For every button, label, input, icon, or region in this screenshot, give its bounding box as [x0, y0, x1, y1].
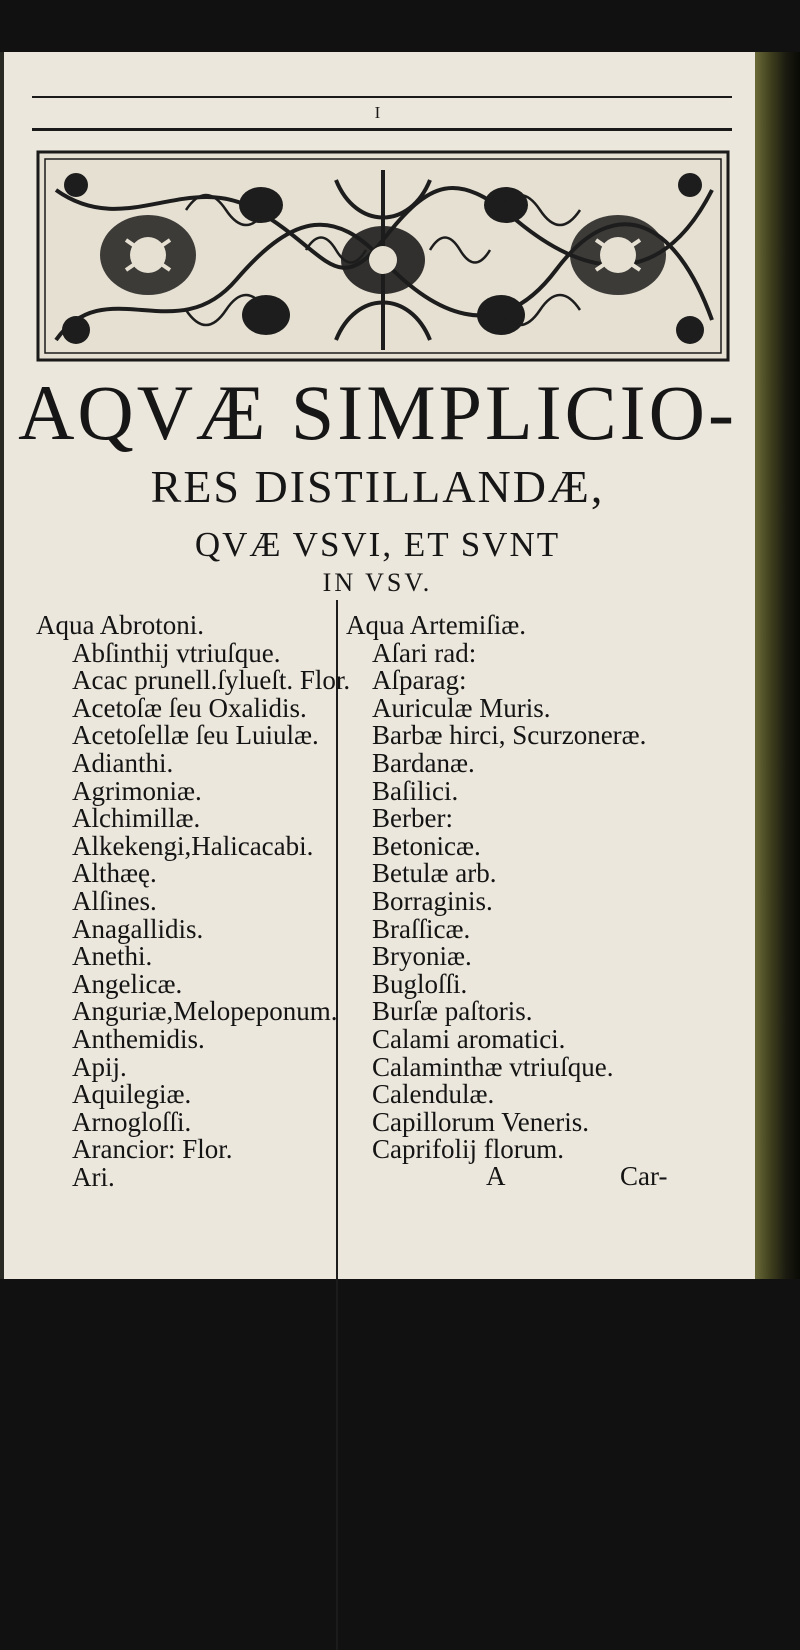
- top-rule: [32, 96, 732, 98]
- list-item: Caprifolij florum.: [372, 1134, 564, 1165]
- list-item: Angelicæ.: [72, 968, 183, 999]
- list-item: Althæę.: [72, 858, 157, 889]
- list-item: Alchimillæ.: [72, 803, 201, 834]
- list-item: Bugloſſi.: [372, 968, 468, 999]
- list-item: Arancior: Flor.: [72, 1134, 233, 1165]
- list-item: Alkekengi,Halicacabi.: [72, 830, 314, 861]
- book-binding: [755, 52, 800, 1279]
- list-item: Bryoniæ.: [372, 941, 472, 972]
- catchword: Car-: [620, 1161, 668, 1191]
- list-item: Anthemidis.: [72, 1023, 205, 1054]
- title-line-3: QVÆ VSVI, ET SVNT: [194, 525, 561, 564]
- list-item: Betulæ arb.: [372, 858, 497, 889]
- list-item: Adianthi.: [72, 747, 174, 778]
- list-item: Borraginis.: [372, 885, 493, 916]
- list-item: Anguriæ,Melopeponum.: [72, 996, 338, 1027]
- list-item: Aquilegiæ.: [72, 1079, 192, 1110]
- list-item: Aſparag:: [372, 665, 467, 696]
- list-item: Anagallidis.: [72, 913, 204, 944]
- title-line-1: AQVÆ SIMPLICIO-: [18, 369, 737, 456]
- list-item: Calendulæ.: [372, 1079, 495, 1110]
- left-column: [36, 610, 351, 1192]
- list-item: Capillorum Veneris.: [372, 1106, 589, 1137]
- list-item: Abſinthij vtriuſque.: [72, 637, 281, 668]
- title-line-2: RES DISTILLANDÆ,: [150, 461, 605, 512]
- left-column-heading: Aqua Abrotoni.: [36, 610, 204, 640]
- list-item: Anethi.: [72, 941, 153, 972]
- list-item: Calaminthæ vtriuſque.: [372, 1051, 614, 1082]
- page-edge: [0, 52, 4, 1279]
- list-item: Betonicæ.: [372, 830, 481, 861]
- right-column: [346, 612, 738, 1164]
- list-item: Ari.: [72, 1161, 115, 1192]
- list-item: Calami aromatici.: [372, 1023, 566, 1054]
- list-item: Braſſicæ.: [372, 913, 471, 944]
- list-item: Baſilici.: [372, 775, 459, 806]
- list-item: Aſari rad:: [372, 637, 477, 668]
- list-item: Berber:: [372, 803, 453, 834]
- list-item: Acetoſellæ ſeu Luiulæ.: [72, 720, 319, 751]
- list-item: Apij.: [72, 1051, 127, 1082]
- signature-mark: A: [486, 1161, 506, 1191]
- column-divider: [336, 600, 338, 1650]
- list-item: Alſines.: [72, 885, 157, 916]
- floral-headpiece-icon: [36, 150, 730, 362]
- list-item: Acetoſæ ſeu Oxalidis.: [72, 692, 307, 723]
- list-item: Burſæ paſtoris.: [372, 996, 533, 1027]
- page-number: I: [374, 103, 381, 122]
- list-item: Auriculæ Muris.: [372, 692, 551, 723]
- list-item: Barbæ hirci, Scurzoneræ.: [372, 720, 647, 751]
- list-item: Bardanæ.: [372, 747, 475, 778]
- title-line-4: IN VSV.: [322, 568, 433, 597]
- list-item: Arnogloſſi.: [72, 1106, 192, 1137]
- list-item: Acac prunell.ſylueſt. Flor.: [72, 665, 351, 696]
- header-rule: [32, 128, 732, 131]
- right-column-heading: Aqua Artemiſiæ.: [346, 610, 526, 640]
- list-item: Agrimoniæ.: [72, 775, 202, 806]
